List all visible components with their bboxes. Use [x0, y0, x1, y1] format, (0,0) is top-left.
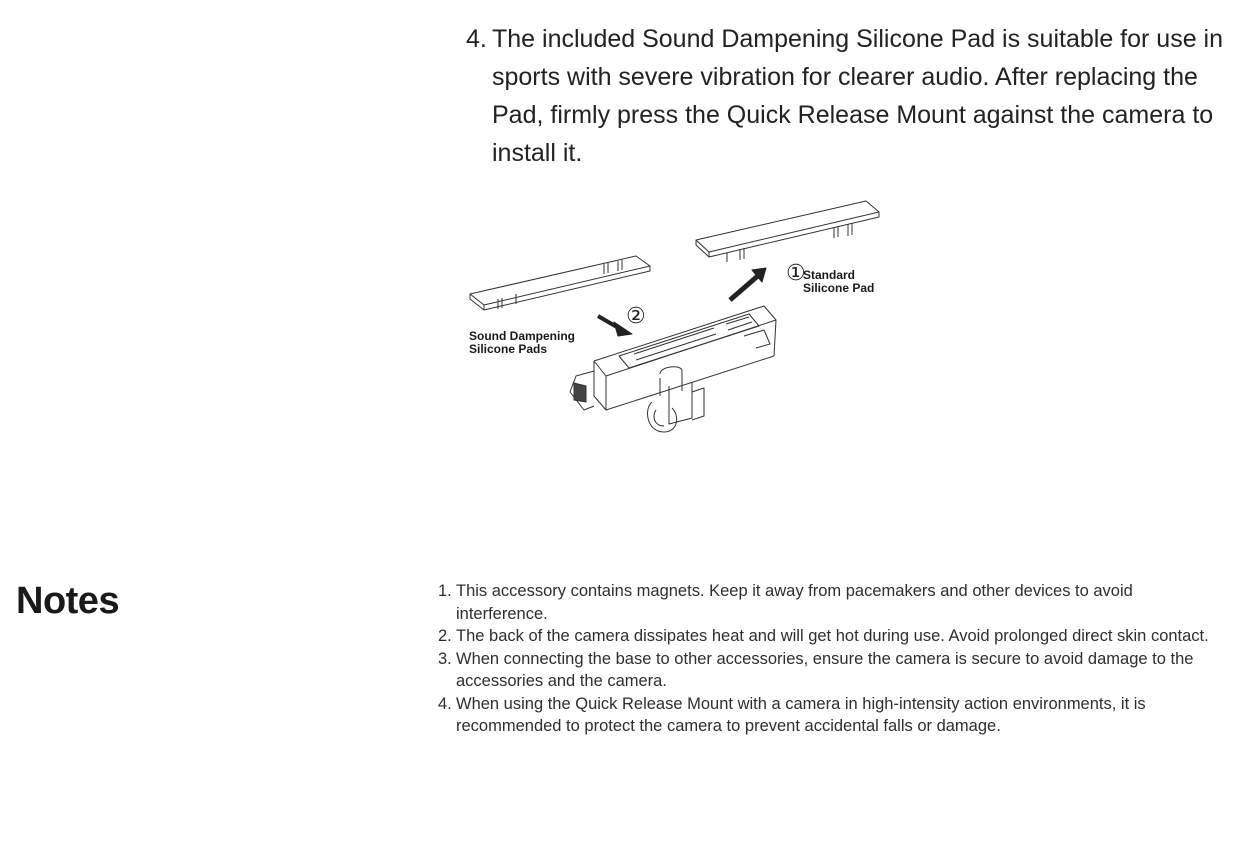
- note-item: [438, 580, 1228, 625]
- step-4-text: The included Sound Dampening Silicone Pad is suitable for use in sports with severe vibration for clearer audio. After replacing the Pad, firmly press the Quick Release Mount against the camera to install it.: [492, 25, 1224, 167]
- notes-list: [438, 580, 1228, 738]
- quick-release-mount: [570, 306, 776, 432]
- note-item: [438, 693, 1228, 738]
- note-number: 3.: [438, 649, 452, 668]
- note-text: The back of the camera dissipates heat and will get hot during use. Avoid prolonged direct skin contact.: [456, 627, 1209, 645]
- note-item: [438, 648, 1228, 693]
- marker-2: ②: [626, 304, 646, 329]
- standard-pad-label-line2: Silicone Pad: [803, 281, 875, 295]
- note-text: When using the Quick Release Mount with a camera in high-intensity action environments, it is recommended to protect the camera to prevent accidental falls or damage.: [456, 694, 1146, 735]
- standard-pad-label-line1: Standard: [803, 268, 856, 282]
- installation-illustration: [464, 196, 894, 436]
- note-number: 2.: [438, 627, 452, 645]
- removal-arrow: [730, 274, 760, 300]
- step-4-number: 4.: [466, 25, 487, 53]
- dampening-pad-label-line2: Silicone Pads: [469, 342, 548, 356]
- note-text: This accessory contains magnets. Keep it away from pacemakers and other devices to avoid interference.: [456, 582, 1133, 623]
- note-number: 1.: [438, 582, 452, 600]
- note-number: 4.: [438, 694, 452, 713]
- sound-dampening-pad: [470, 256, 650, 310]
- step-4: [466, 20, 1226, 172]
- marker-1: ①: [786, 261, 806, 286]
- note-item: [438, 625, 1228, 648]
- note-text: When connecting the base to other accessories, ensure the camera is secure to avoid damage to the accessories and the camera.: [456, 649, 1194, 690]
- dampening-pad-label-line1: Sound Dampening: [469, 329, 575, 343]
- notes-heading: Notes: [16, 580, 120, 622]
- standard-silicone-pad: [696, 201, 879, 262]
- mount-diagram: [464, 196, 894, 436]
